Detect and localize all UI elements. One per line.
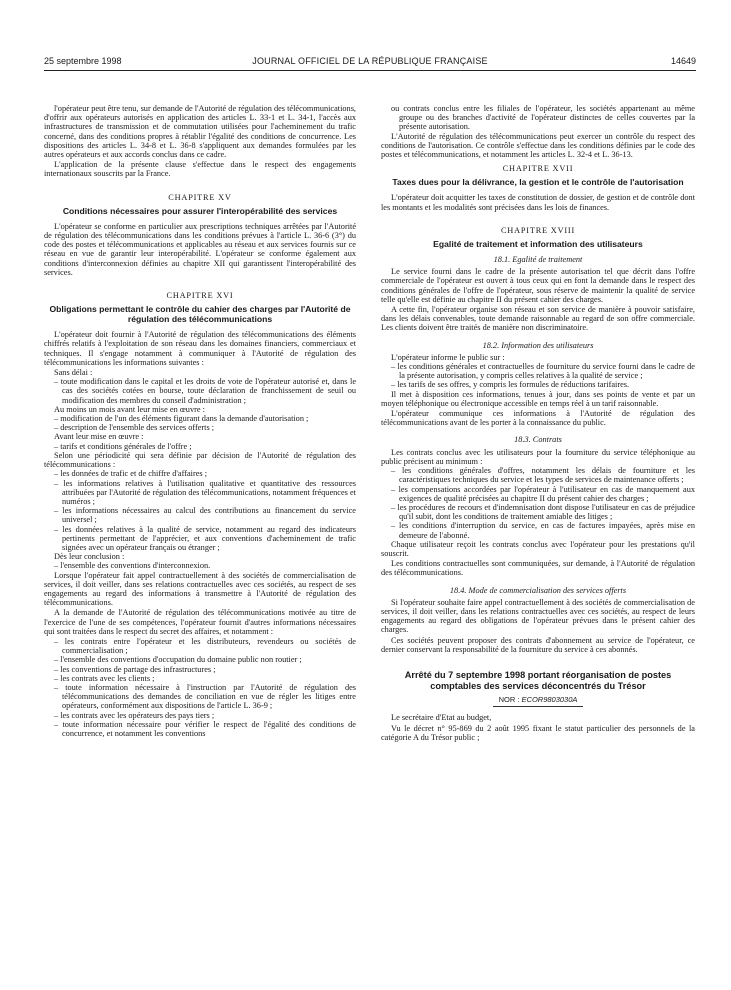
nor-box	[493, 695, 584, 707]
list-item: – les contrats entre l'opérateur et les distributeurs, revendeurs ou sociétés de commercialisation ;	[54, 636, 356, 656]
list-item: – l'ensemble des conventions d'interconnexion.	[54, 561, 211, 571]
list-item: – toute information nécessaire pour vérifier le respect de l'égalité des conditions de concurrence, et notamment les conventions	[54, 719, 356, 738]
list-heading: Au moins un mois avant leur mise en œuvre :	[54, 404, 205, 414]
paragraph: Chaque utilisateur reçoit les contrats conclus avec l'opérateur pour les prestations qu'il souscrit.	[381, 539, 695, 558]
list-item: – l'ensemble des conventions d'occupation du domaine public non routier ;	[54, 655, 302, 665]
list-item: – les données de trafic et de chiffre d'affaires ;	[54, 469, 207, 479]
paragraph: A la demande de l'Autorité de régulation des télécommunications motivée au titre de l'exercice de l'une de ses compétences, l'opérateur fournit d'autres informations nécessaires qui sont traitées dans le respect du secret des affaires, et notamment :	[44, 608, 356, 636]
list-item: – les conditions d'interruption du service, en cas de factures impayées, après mise en demeure de l'abonné.	[391, 521, 695, 540]
chapter-title: Egalité de traitement et information des utilisateurs	[433, 239, 643, 250]
nor-label: NOR :	[498, 695, 520, 705]
paragraph: Le service fourni dans le cadre de la présente autorisation tel que décrit dans l'offre commerciale de l'opérateur est ouvert à tous ceux qui en font la demande dans le respect des conditions générales de l'offre de l'opérateur, sous réserve de maintenir la qualité de service telle qu'elle est définie au chapitre II du présent cahier des charges.	[381, 267, 695, 304]
paragraph: L'opérateur se conforme en particulier aux prescriptions techniques arrêtées par l'Autorité de régulation des télécommunications dans les conditions prévues à l'article L. 36-6 (3°) du code des postes et télécommunications et applicables au réseau et aux services fournis sur ce réseau en vue de garantir leur interopérabilité. L'opérateur se conforme également aux conditions d'interconnexion définies au chapitre XII qui garantissent l'interopérabilité des services.	[44, 221, 356, 277]
chapter-label: CHAPITRE XVI	[166, 291, 234, 301]
section-title: 18.1. Egalité de traitement	[493, 255, 583, 265]
paragraph: Vu le décret n° 95-869 du 2 août 1995 fixant le statut particulier des personnels de la catégorie A du Trésor public ;	[381, 723, 695, 742]
section-title: 18.2. Information des utilisateurs	[482, 340, 594, 350]
paragraph: L'opérateur informe le public sur :	[391, 352, 505, 362]
paragraph: A cette fin, l'opérateur organise son réseau et son service de manière à pouvoir satisfaire, dans les délais convenables, toute demande raisonnable au regard de son offre commerciale. Les clients doivent être traités de manière non discriminatoire.	[381, 305, 695, 333]
list-item: – les contrats avec les opérateurs des pays tiers ;	[54, 710, 215, 720]
right-column	[381, 104, 695, 743]
list-item: – les procédures de recours et d'indemnisation dont dispose l'utilisateur en cas de préjudice qu'il subit, dont les conditions de traitement amiable des litiges ;	[391, 502, 695, 522]
paragraph: Ces sociétés peuvent proposer des contrats d'abonnement au service de l'opérateur, ce dernier conservant la responsabilité de la fourniture du service à ces abonnés.	[381, 635, 695, 654]
list-heading: Sans délai :	[54, 368, 93, 378]
chapter-label: CHAPITRE XVIII	[500, 225, 576, 235]
paragraph: L'Autorité de régulation des télécommunications peut exercer un contrôle du respect des conditions de l'autorisation. Ce contrôle s'effectue dans les conditions définies par le code des postes et télécommunications, et notamment les articles L. 32-4 et L. 36-13.	[381, 131, 695, 160]
list-item: – tarifs et conditions générales de l'offre ;	[54, 441, 192, 451]
arrete-title: Arrêté du 7 septembre 1998 portant réorganisation de postes comptables des services déconcentrés du Trésor	[404, 669, 672, 691]
left-column	[44, 104, 356, 738]
paragraph-continued: ou contrats conclus entre les filiales de l'opérateur, les sociétés appartenant au même groupe ou des branches d'activité de l'opérateur distinctes de celles couvertes par la présente autorisation.	[391, 104, 695, 132]
paragraph: L'opérateur doit fournir à l'Autorité de régulation des télécommunications des éléments chiffrés relatifs à l'exploitation de son réseau dans les domaines financiers, commerciaux et techniques. Il s'engage notamment à communiquer à l'Autorité de régulation des télécommunications les informations suivantes :	[44, 330, 356, 367]
list-item: – les tarifs de ses offres, y compris les formules de réductions tarifaires.	[391, 380, 630, 390]
section-title: 18.3. Contrats	[514, 435, 562, 445]
paragraph: Le secrétaire d'Etat au budget,	[391, 713, 492, 723]
list-heading: Avant leur mise en œuvre :	[54, 432, 144, 442]
header-journal-title: JOURNAL OFFICIEL DE LA RÉPUBLIQUE FRANÇAISE	[252, 56, 488, 66]
paragraph: Si l'opérateur souhaite faire appel contractuellement à des sociétés de commercialisation de services, il doit veiller, dans les relations contractuelles avec ces sociétés, au respect de leurs engagements au regard des obligations de l'opérateur prévues dans le présent cahier des charges.	[381, 597, 695, 635]
paragraph: l'opérateur peut être tenu, sur demande de l'Autorité de régulation des télécommunications, d'offrir aux opérateurs autorisés en application des articles L. 33-1 et L. 34-1, l'accès aux infrastructures de transmission et de commutation utilisées pour l'acheminement du trafic concerné, dans des conditions propres à rétablir l'égalité des conditions de concurrence. Les dispositions des articles L. 34-8 et L. 36-8 s'appliquent aux demandes formulées par les autres opérateurs et aux accords conclus dans ce cadre.	[44, 104, 356, 160]
list-item: – les informations nécessaires au calcul des contributions au financement du service universel ;	[54, 506, 356, 525]
list-item: – description de l'ensemble des services offerts ;	[54, 423, 215, 433]
list-item: – les conventions de partage des infrastructures ;	[54, 664, 216, 674]
header-date: 25 septembre 1998	[44, 56, 122, 66]
list-heading: Dès leur conclusion :	[54, 552, 125, 562]
chapter-label: CHAPITRE XVII	[502, 164, 574, 174]
list-item: – toute modification dans le capital et les droits de vote de l'opérateur autorisé et, dans le cas des sociétés cotées en bourse, toute déclaration de franchissement de seuil ou modification des membres du conseil d'administration ;	[54, 377, 356, 405]
section-title: 18.4. Mode de commercialisation des services offerts	[449, 585, 627, 595]
paragraph: L'opérateur doit acquitter les taxes de constitution de dossier, de gestion et de contrôle dont les montants et les modalités sont précisées dans les lois de finances.	[381, 193, 695, 212]
list-heading: Selon une périodicité qui sera définie par décision de l'Autorité de régulation des télécommunications :	[44, 450, 356, 470]
paragraph: Les conditions contractuelles sont communiquées, sur demande, à l'Autorité de régulation des télécommunications.	[381, 559, 695, 578]
paragraph: Lorsque l'opérateur fait appel contractuellement à des sociétés de commercialisation de services, il doit veiller, dans ses relations contractuelles avec ces sociétés, au respect de ses engagements au regard des informations à transmettre à l'Autorité de régulation des télécommunications.	[44, 570, 356, 608]
list-item: – modification de l'un des éléments figurant dans la demande d'autorisation ;	[54, 414, 309, 424]
list-item: – les conditions générales et contractuelles de fourniture du service fourni dans le cadre de la présente autorisation, y compris celles relatives à la qualité de service ;	[391, 362, 695, 381]
chapter-title: Taxes dues pour la délivrance, la gestion et le contrôle de l'autorisation	[392, 177, 684, 188]
list-item: – les contrats avec les clients ;	[54, 673, 155, 683]
nor-code: ECOR9803030A	[521, 695, 578, 705]
chapter-title: Conditions nécessaires pour assurer l'interopérabilité des services	[62, 205, 338, 216]
chapter-title: Obligations permettant le contrôle du cahier des charges par l'Autorité de régulation des télécommunications	[49, 304, 351, 325]
header-page-number: 14649	[670, 56, 696, 66]
paragraph: L'opérateur communique ces informations à l'Autorité de régulation des télécommunications avant de les porter à la connaissance du public.	[381, 409, 695, 428]
list-item: – les données relatives à la qualité de service, notamment au regard des indicateurs pertinents permettant de l'apprécier, et aux conventions d'acheminement de trafic signées avec un opérateur français ou étranger ;	[54, 524, 356, 552]
list-item: – les conditions générales d'offres, notamment les délais de fourniture et les caractéristiques techniques du service et les types de services de maintenance offerts ;	[391, 466, 695, 485]
paragraph: Il met à disposition ces informations, tenues à jour, dans ses points de vente et par un moyen téléphonique ou électronique accessible en temps réel à un tarif raisonnable.	[381, 389, 695, 408]
chapter-label: CHAPITRE XV	[168, 192, 232, 202]
list-item: – les informations relatives à l'utilisation qualitative et quantitative des ressources attribuées par l'Autorité de régulation des télécommunications, notamment fréquences et numéros ;	[54, 478, 356, 506]
list-item: – les compensations accordées par l'opérateur à l'utilisateur en cas de manquement aux exigences de qualité précisées au chapitre II du présent cahier des charges ;	[391, 484, 695, 503]
paragraph: L'application de la présente clause s'effectue dans le respect des engagements internationaux souscrits par la France.	[44, 160, 356, 179]
paragraph: Les contrats conclus avec les utilisateurs pour la fourniture du service téléphonique au public précisent au minimum :	[381, 447, 695, 466]
nor-reference	[381, 695, 695, 707]
page-header	[44, 56, 696, 71]
list-item: – toute information nécessaire à l'instruction par l'Autorité de régulation des télécommunications des demandes de conciliation en vue de régler les litiges entre opérateurs, conformément aux dispositions de l'article L. 36-9 ;	[54, 682, 356, 711]
